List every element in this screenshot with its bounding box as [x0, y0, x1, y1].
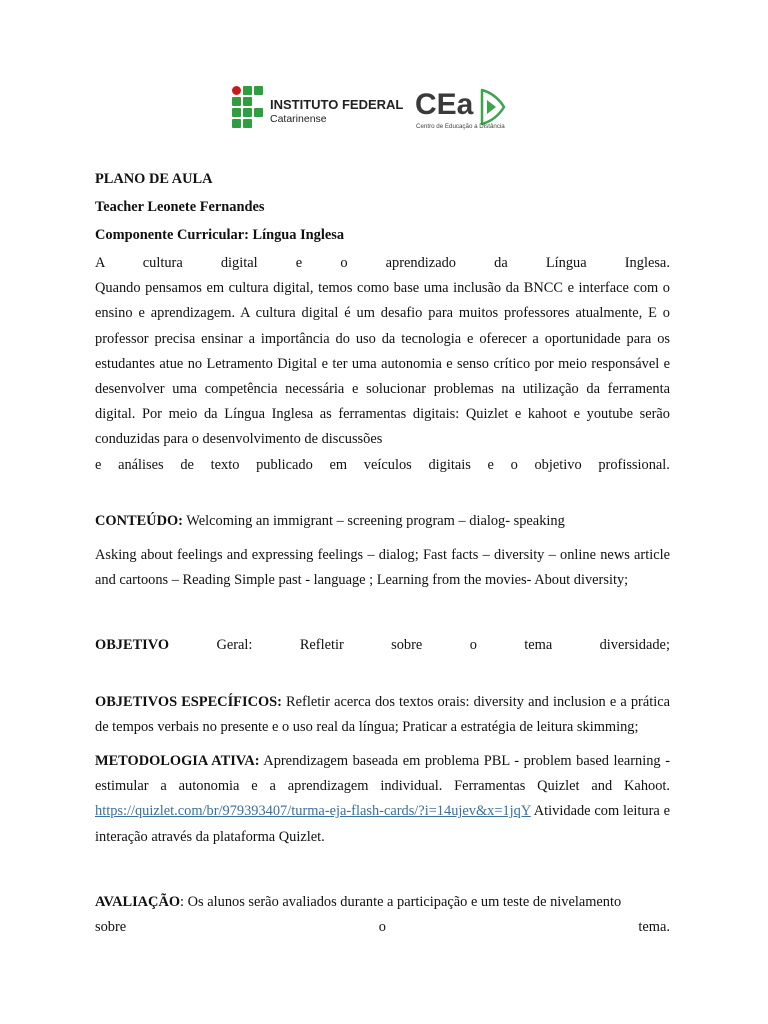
metodologia-paragraph — [95, 749, 670, 850]
word: Refletir — [299, 637, 344, 654]
word: tema — [524, 637, 553, 654]
word: em — [329, 456, 348, 473]
word: publicado — [256, 456, 313, 473]
intro-last-line — [95, 453, 670, 478]
cead-play-icon — [482, 90, 504, 124]
objetivo-label: OBJETIVO — [95, 637, 170, 654]
doc-title: PLANO DE AULA — [95, 171, 213, 187]
metodologia-label: METODOLOGIA ATIVA: — [95, 753, 260, 770]
curricular-component: Componente Curricular: Língua Inglesa — [95, 227, 345, 243]
if-logo-square — [232, 108, 241, 117]
word: aprendizado — [385, 255, 456, 271]
if-logo-square — [232, 97, 241, 106]
if-logo-square — [243, 86, 252, 95]
avaliacao-line — [95, 890, 670, 915]
if-logo-square — [254, 108, 263, 117]
if-logo-red-dot — [232, 86, 241, 95]
especificos-text: Refletir acerca dos textos orais: diversity and inclusion e a prática de tempos verbais no presente e o uso real da língua; Praticar a estratégia de leitura skimming; — [95, 693, 670, 735]
conteudo-label: CONTEÚDO: — [95, 512, 183, 529]
word: Inglesa. — [624, 255, 670, 271]
word: objetivo — [534, 456, 582, 473]
intro-first-line — [95, 251, 670, 276]
word: o — [469, 637, 477, 654]
avaliacao-last-line — [95, 915, 670, 940]
word: diversidade; — [599, 637, 670, 654]
word: de — [180, 456, 194, 473]
metodologia-text: Aprendizagem baseada em problema PBL - problem based learning - estimular a autonomia e a aprendizagem individual. Ferramentas Quizlet and Kahoot. — [95, 753, 670, 795]
especificos-label: OBJETIVOS ESPECÍFICOS: — [95, 693, 282, 710]
word: análises — [118, 456, 164, 473]
if-logo-square — [243, 119, 252, 128]
word: o — [378, 919, 386, 936]
if-logo-subtitle: Catarinense — [270, 113, 327, 125]
if-logo-icon — [232, 86, 263, 128]
metodologia-after: Atividade com leitura e interação através da plataforma Quizlet. — [95, 803, 670, 845]
word: Língua — [545, 255, 587, 271]
word: sobre — [95, 919, 127, 936]
avaliacao-text: : Os alunos serão avaliados durante a participação e um teste de nivelamento — [180, 893, 622, 910]
word: Geral: — [216, 637, 253, 654]
word: veículos — [363, 456, 412, 473]
header-logos — [230, 80, 520, 136]
especificos-paragraph — [95, 690, 670, 740]
word: A — [95, 255, 105, 271]
conteudo-text: Welcoming an immigrant – screening program – dialog- speaking — [182, 512, 565, 529]
objetivo-line — [95, 633, 670, 658]
word: cultura — [142, 255, 183, 271]
word: profissional. — [598, 456, 670, 473]
if-logo-square — [254, 86, 263, 95]
word: e — [295, 255, 303, 271]
word: da — [494, 255, 508, 271]
if-logo-square — [243, 97, 252, 106]
word: tema. — [638, 919, 670, 936]
quizlet-link[interactable]: https://quizlet.com/br/979393407/turma-eja-flash-cards/?i=14ujev&x=1jqY — [95, 803, 531, 820]
if-logo-square — [232, 119, 241, 128]
word: e — [95, 456, 102, 473]
teacher-name: Teacher Leonete Fernandes — [95, 199, 265, 215]
if-logo-square — [243, 108, 252, 117]
word: sobre — [391, 637, 423, 654]
lesson-plan — [95, 167, 670, 940]
word: digital — [220, 255, 258, 271]
word: texto — [210, 456, 240, 473]
conteudo-details: Asking about feelings and expressing feelings – dialog; Fast facts – diversity – online news article and cartoons – Reading Simple past - language ; Learning from the movies- About diversity; — [95, 547, 670, 589]
word: o — [340, 255, 348, 271]
conteudo-line — [95, 509, 670, 534]
avaliacao-label: AVALIAÇÃO — [95, 893, 181, 910]
word: e — [487, 456, 494, 473]
if-logo-title: INSTITUTO FEDERAL — [270, 97, 404, 112]
cead-logo-word: CEa — [415, 88, 474, 121]
intro-paragraph: Quando pensamos em cultura digital, temos como base uma inclusão da BNCC e interface com o ensino e aprendizagem. A cultura digital é um desafio para muitos professores atualmente, E o professor precisa ensinar a importância do uso da tecnologia e oferecer a oportunidade para os estudantes atue no Letramento Digital e ter uma autonomia e senso crítico por meio responsável e desenvolver uma competência necessária e solucionar problemas na utilização da ferramenta digital. Por meio da Língua Inglesa as ferramentas digitais: Quizlet e kahoot e youtube serão conduzidas para o desenvolvimento de discussões — [95, 280, 670, 448]
cead-logo-subtitle: Centro de Educação a Distância — [416, 123, 505, 130]
word: o — [510, 456, 518, 473]
word: digitais — [428, 456, 471, 473]
